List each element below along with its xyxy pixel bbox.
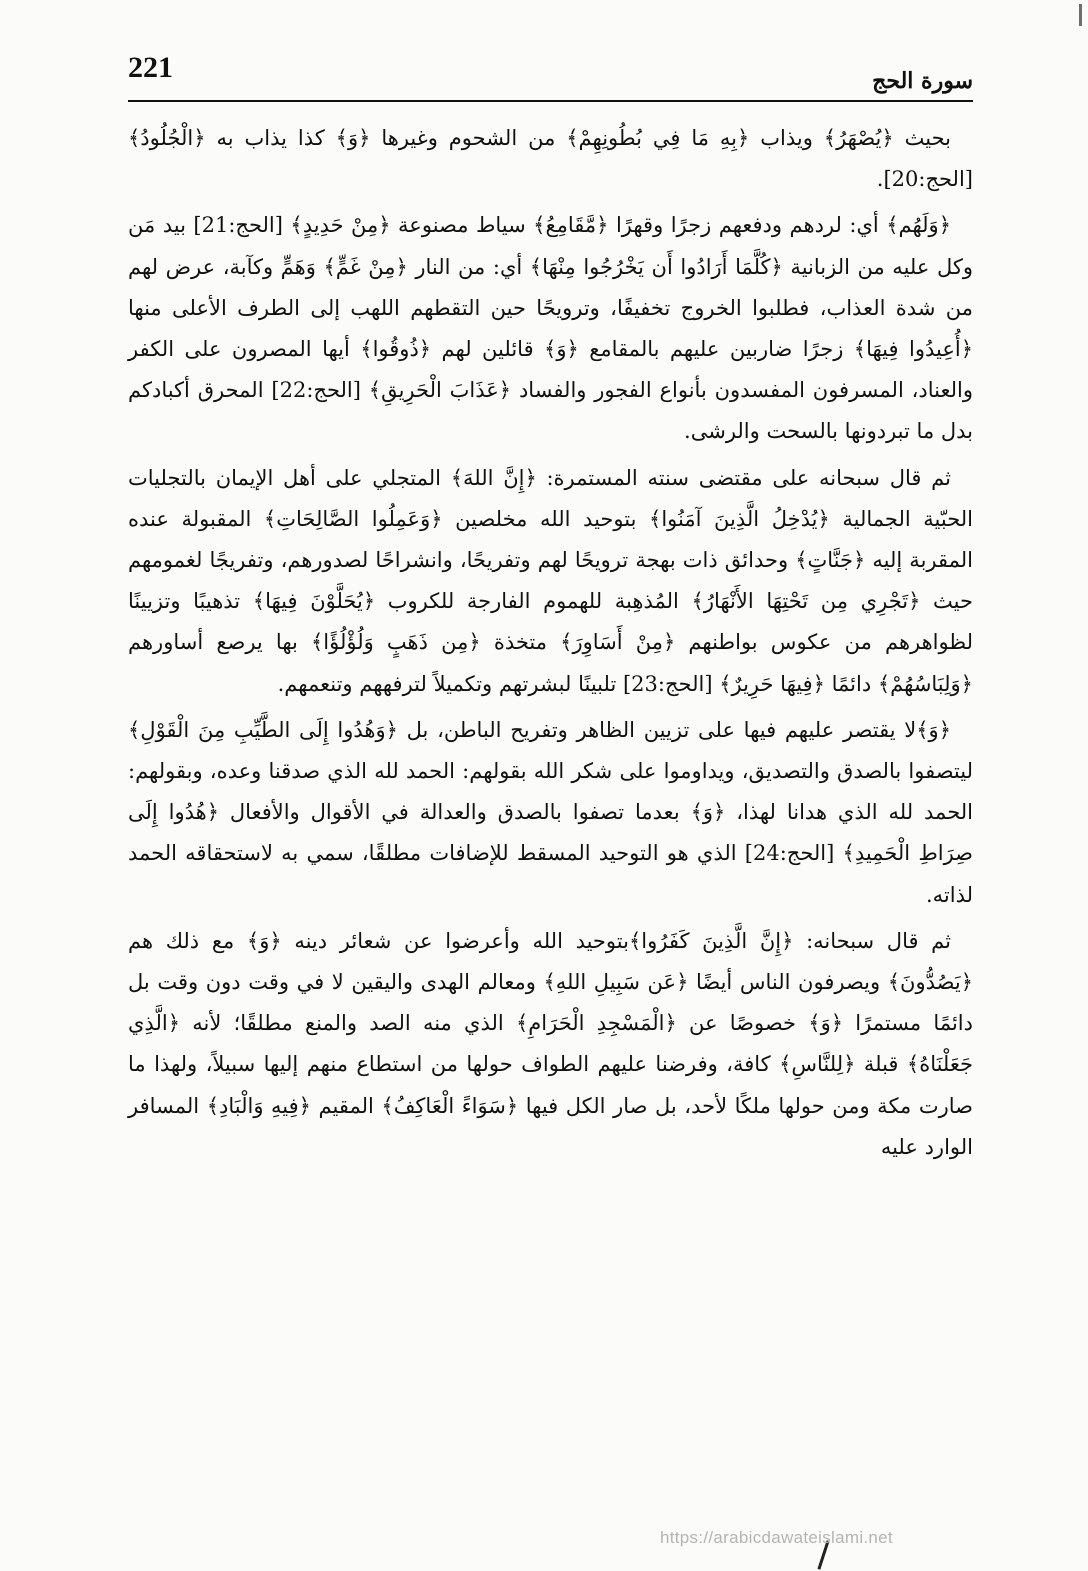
paragraph-1: بحيث ﴿يُصْهَرُ﴾ ويذاب ﴿بِهِ مَا فِي بُطُونِهِمْ﴾ من الشحوم وغيرها ﴿وَ﴾ كذا يذاب به ﴿الْجُلُودُ﴾ [الحج:20].	[128, 126, 973, 192]
paragraph-2: ﴿وَلَهُم﴾ أي: لردهم ودفعهم زجرًا وقهرًا ﴿مَّقَامِعُ﴾ سياط مصنوعة ﴿مِنْ حَدِيدٍ﴾ [الحج:21] بيد مَن وكل عليه من الزبانية ﴿كُلَّمَا أَرَادُوا أَن يَخْرُجُوا مِنْهَا﴾ أي: من النار ﴿مِنْ غَمٍّ﴾ وَهَمٍّ وكآبة، عرض لهم من شدة العذاب، فطلبوا الخروج تخفيفًا، وترويحًا حين التقطهم اللهب إلى الطرف الأعلى منها ﴿أُعِيدُوا فِيهَا﴾ زجرًا ضاربين عليهم بالمقامع ﴿وَ﴾ قائلين لهم ﴿ذُوقُوا﴾ أيها المصرون على الكفر والعناد، المسرفون المفسدون بأنواع الفجور والفساد ﴿عَذَابَ الْحَرِيقِ﴾ [الحج:22] المحرق أكبادكم بدل ما تبردونها بالسحت والرشى.	[128, 213, 974, 444]
page-body	[128, 118, 973, 1173]
watermark-url: https://arabicdawateislami.net	[660, 1528, 893, 1547]
scan-artifact	[1061, 4, 1082, 26]
paragraph-4: ﴿وَ﴾لا يقتصر عليهم فيها على تزيين الظاهر وتفريح الباطن، بل ﴿وَهُدُوا إِلَى الطَّيِّبِ مِنَ الْقَوْلِ﴾ ليتصفوا بالصدق والتصديق، ويداوموا على شكر الله بقولهم: الحمد لله الذي صدقنا وعده، وبقولهم: الحمد لله الذي هدانا لهذا، ﴿وَ﴾ بعدما تصفوا بالصدق والعدالة في الأقوال والأفعال ﴿هُدُوا إِلَى صِرَاطِ الْحَمِيدِ﴾ [الحج:24] الذي هو التوحيد المسقط للإضافات مطلقًا، سمي به لاستحقاقه الحمد لذاته.	[128, 717, 973, 907]
running-title: سورة الحج	[872, 68, 973, 94]
page-header	[128, 50, 973, 102]
paragraph-5: ثم قال سبحانه: ﴿إِنَّ الَّذِينَ كَفَرُوا﴾بتوحيد الله وأعرضوا عن شعائر دينه ﴿وَ﴾ مع ذلك هم ﴿يَصُدُّونَ﴾ ويصرفون الناس أيضًا ﴿عَن سَبِيلِ اللهِ﴾ ومعالم الهدى واليقين لا في وقت دون وقت بل دائمًا مستمرًا ﴿وَ﴾ خصوصًا عن ﴿الْمَسْجِدِ الْحَرَامِ﴾ الذي منه الصد والمنع مطلقًا؛ لأنه ﴿الَّذِي جَعَلْنَاهُ﴾ قبلة ﴿لِلنَّاسِ﴾ كافة، وفرضنا عليهم الطواف حولها من استطاع منهم إليها سبيلاً، ولهذا ما صارت مكة ومن حولها ملكًا لأحد، بل صار الكل فيها ﴿سَوَاءً الْعَاكِفُ﴾ المقيم ﴿فِيهِ وَالْبَادِ﴾ المسافر الوارد عليه	[128, 928, 973, 1159]
paragraph-3: ثم قال سبحانه على مقتضى سنته المستمرة: ﴿إِنَّ اللهَ﴾ المتجلي على أهل الإيمان بالتجليات الحبّية الجمالية ﴿يُدْخِلُ الَّذِينَ آمَنُوا﴾ بتوحيد الله مخلصين ﴿وَعَمِلُوا الصَّالِحَاتِ﴾ المقبولة عنده المقربة إليه ﴿جَنَّاتٍ﴾ وحدائق ذات بهجة ترويحًا لهم وتفريحًا، وانشراحًا لصدورهم، وتفريجًا لغمومهم حيث ﴿تَجْرِي مِن تَحْتِهَا الأَنْهَارُ﴾ المُذهِبة للهموم الفارجة للكروب ﴿يُحَلَّوْنَ فِيهَا﴾ تذهيبًا وتزيينًا لظواهرهم من عكوس بواطنهم ﴿مِنْ أَسَاوِرَ﴾ متخذة ﴿مِن ذَهَبٍ وَلُؤْلُؤًا﴾ بها يرصع أساورهم ﴿وَلِبَاسُهُمْ﴾ دائمًا ﴿فِيهَا حَرِيرٌ﴾ [الحج:23] تلبينًا لبشرتهم وتكميلاً لترفههم وتنعمهم.	[128, 465, 973, 696]
page-number: 221	[128, 51, 173, 84]
